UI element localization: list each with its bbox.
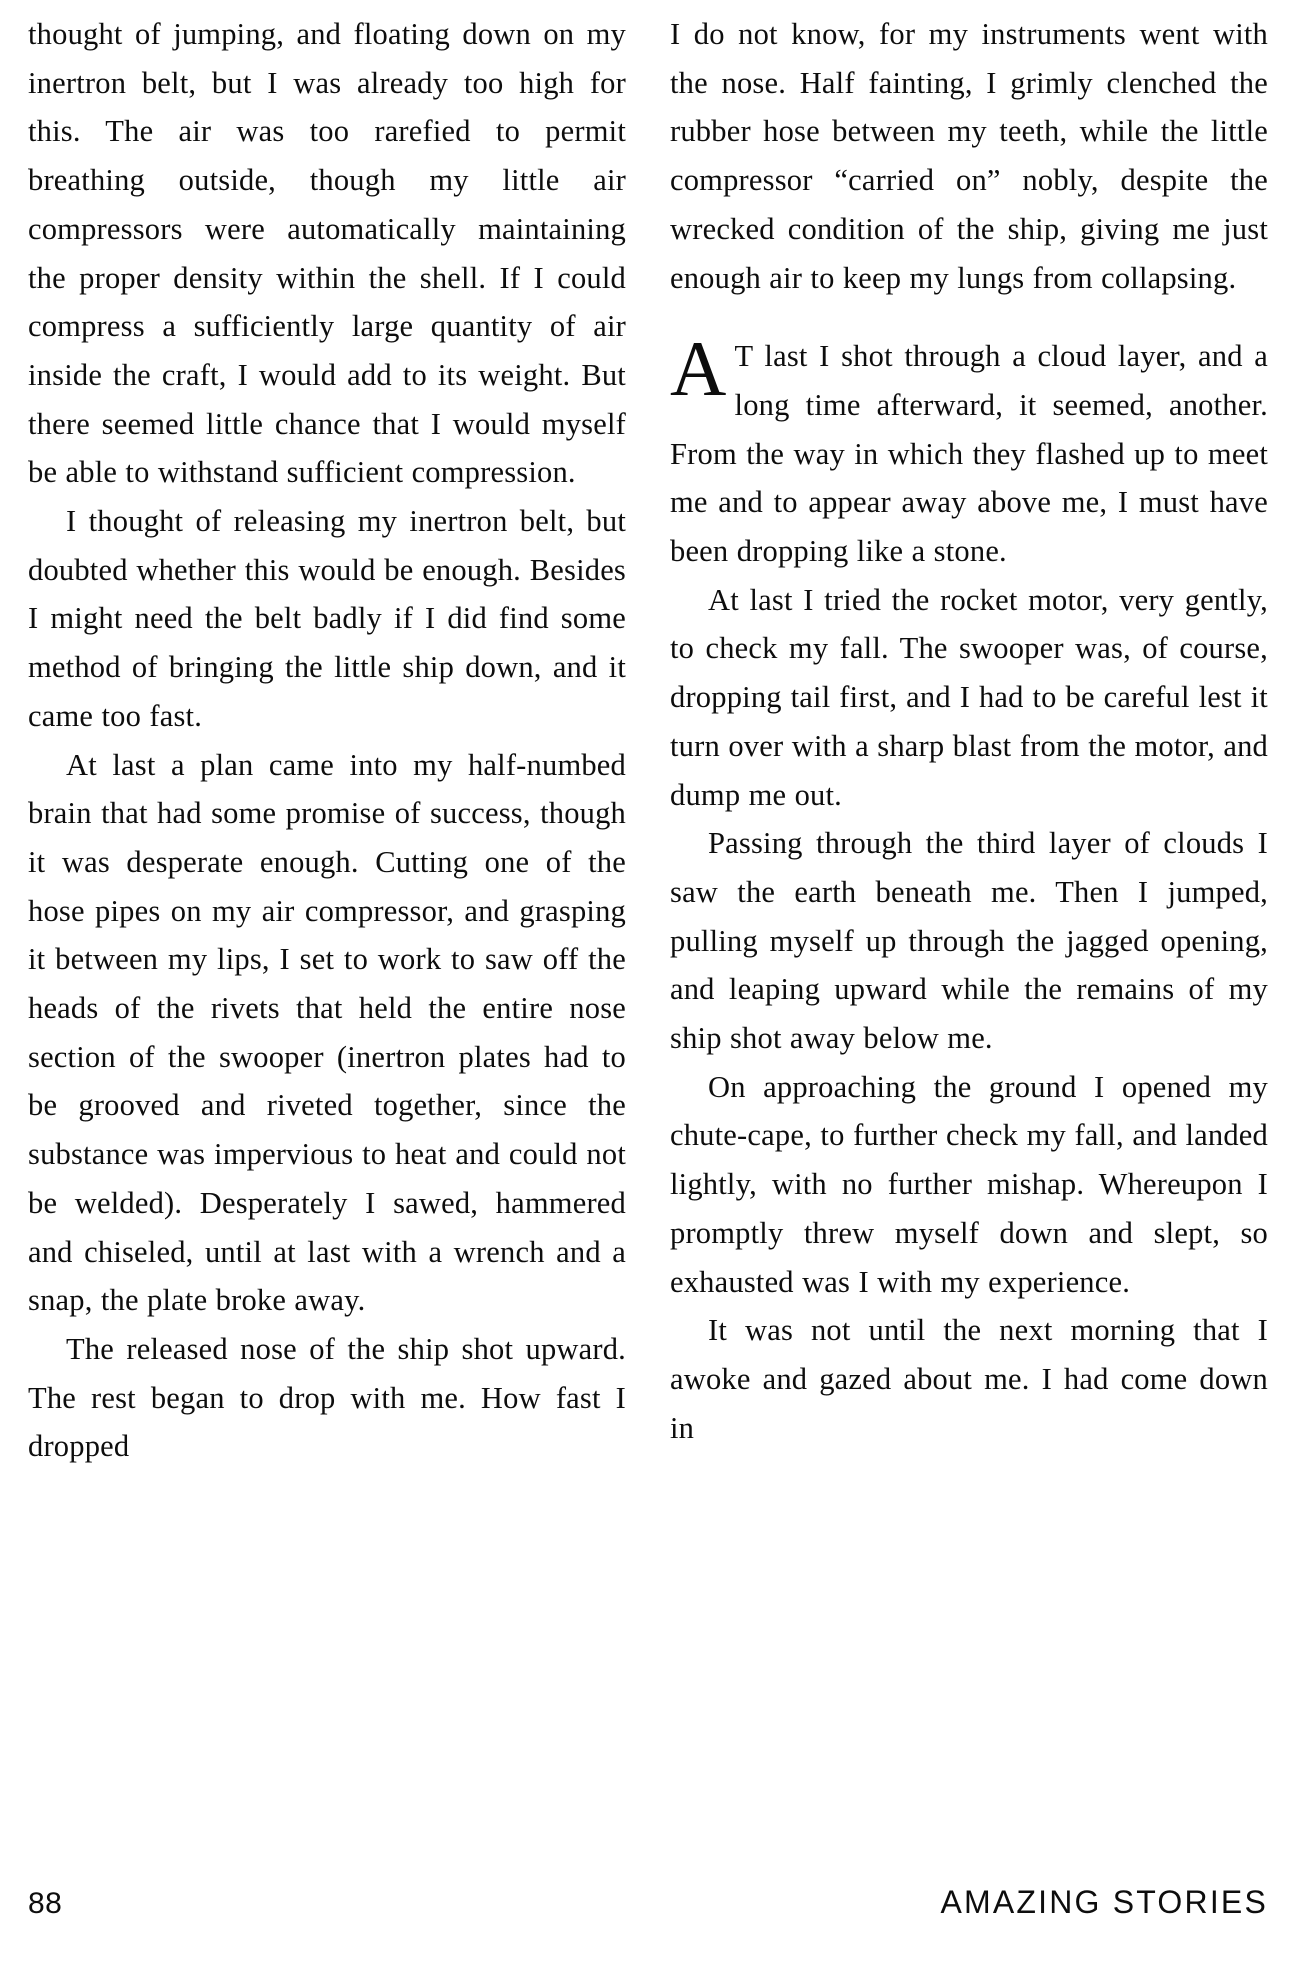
paragraph: It was not until the next morning that I awoke and gazed about me. I had come down in (670, 1313, 1268, 1445)
paragraph-with-dropcap (670, 325, 1268, 576)
paragraph-text: T last I shot through a cloud layer, and a long time afterward, it seemed, another. From the way in which they flashed up to meet me and to appear away above me, I must have been dropping like a stone. (670, 339, 1268, 569)
paragraph-continued: thought of jumping, and floating down on my inertron belt, but I was already too high for this. The air was too rarefied to permit breathing outside, though my little air compressors were automatically maintaining the proper density within the shell. If I could compress a sufficiently large quantity of air inside the craft, I would add to its weight. But there seemed little chance that I would myself be able to withstand sufficient compression. (28, 17, 626, 490)
paragraph: I thought of releasing my inertron belt, but doubted whether this would be enough. Besides I might need the belt badly if I did find some method of bringing the little ship down, and it came too fast. (28, 504, 626, 733)
page-footer (28, 1884, 1268, 1921)
left-column (28, 10, 626, 1471)
page-number: 88 (28, 1887, 63, 1920)
drop-cap-letter: A (670, 325, 727, 413)
paragraph: On approaching the ground I opened my chute-cape, to further check my fall, and landed lightly, with no further mishap. Whereupon I promptly threw myself down and slept, so exhausted was I with my experience. (670, 1069, 1268, 1299)
right-column (670, 10, 1268, 1471)
magazine-title: AMAZING STORIES (940, 1884, 1268, 1920)
paragraph: At last a plan came into my half-numbed brain that had some promise of success, though it was desperate enough. Cutting one of the hose pipes on my air compressor, and grasping it between my lips, I set to work to saw off the heads of the rivets that held the entire nose section of the swooper (inertron plates had to be grooved and riveted together, since the substance was impervious to heat and could not be welded). Desperately I sawed, hammered and chiseled, until at last with a wrench and a snap, the plate broke away. (28, 747, 626, 1318)
paragraph-continued: I do not know, for my instruments went with the nose. Half fainting, I grimly clenched the rubber hose between my teeth, while the little compressor “carried on” nobly, despite the wrecked condition of the ship, giving me just enough air to keep my lungs from collapsing. (670, 17, 1268, 295)
page-columns (28, 10, 1268, 1471)
paragraph: Passing through the third layer of clouds I saw the earth beneath me. Then I jumped, pulling myself up through the jagged opening, and leaping upward while the remains of my ship shot away below me. (670, 826, 1268, 1056)
paragraph: At last I tried the rocket motor, very gently, to check my fall. The swooper was, of course, dropping tail first, and I had to be careful lest it turn over with a sharp blast from the motor, and dump me out. (670, 582, 1268, 812)
paragraph: The released nose of the ship shot upward. The rest began to drop with me. How fast I dropped (28, 1331, 626, 1464)
